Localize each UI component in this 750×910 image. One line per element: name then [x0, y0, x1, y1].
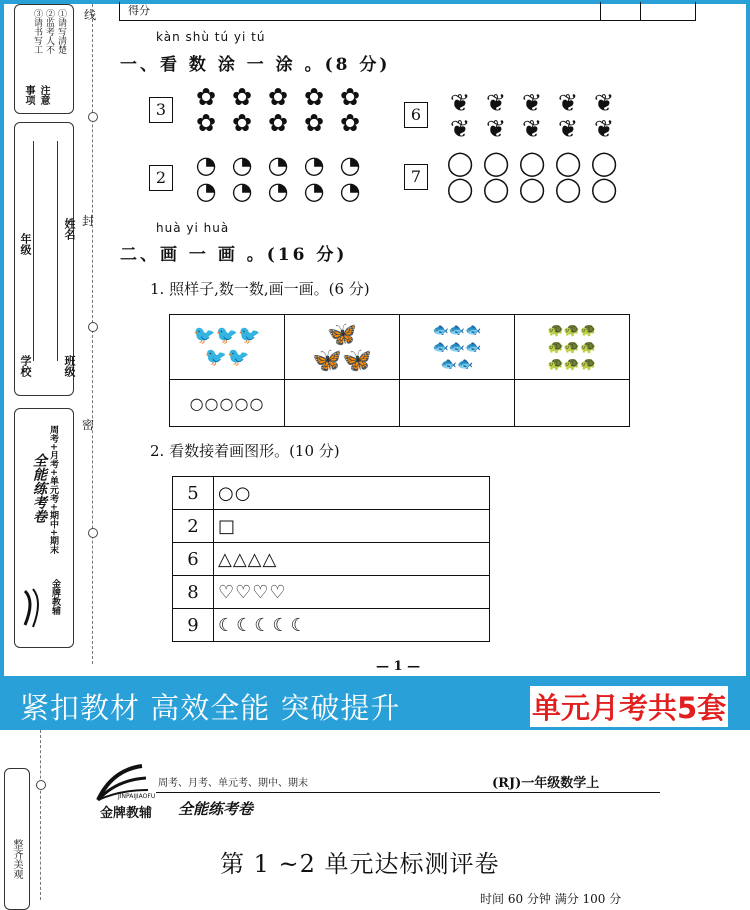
page2-logo: 金牌教辅: [100, 806, 153, 821]
q1-cell-turtles: 🐢🐢🐢 🐢🐢🐢 🐢🐢🐢: [515, 315, 630, 380]
q1-cell-fish: 🐟🐟🐟 🐟🐟🐟 🐟🐟: [400, 315, 515, 380]
leaf-icon: ❦: [521, 89, 543, 117]
peach-icon: ◔: [231, 151, 253, 179]
grade-label: 年级: [19, 233, 32, 255]
leaf-group: [442, 90, 627, 142]
leaf-icon: ❦: [449, 89, 471, 117]
score-label: 得分: [128, 4, 150, 17]
brand-box: [14, 408, 74, 648]
q2-table: [172, 476, 490, 642]
leaf-icon: ❦: [557, 115, 579, 143]
q2-number: 6: [173, 543, 214, 576]
note-3: ③请书写工: [32, 9, 42, 54]
apple-group: [442, 150, 627, 202]
peach-icon: ◔: [195, 151, 217, 179]
flower-icon: ✿: [339, 109, 361, 137]
banner-slogan: 紧扣教材 高效全能 突破提升: [20, 691, 401, 725]
punch-hole: [88, 322, 98, 332]
q1-table: [169, 314, 630, 427]
flower-icon: ✿: [195, 83, 217, 111]
book-logo-icon: [21, 587, 49, 629]
q1-answer-turtles[interactable]: [515, 380, 630, 427]
apple-icon: ◯: [446, 149, 474, 177]
punch-hole: [36, 780, 46, 790]
q1-answer-fish[interactable]: [400, 380, 515, 427]
q2-number: 8: [173, 576, 214, 609]
peach-group: [188, 152, 373, 204]
leaf-icon: ❦: [449, 115, 471, 143]
page2-side-text: 整齐美观: [11, 839, 22, 879]
school-label: 学校: [19, 355, 32, 377]
table-row: [173, 576, 490, 609]
q1-answer-example: ○○○○○: [170, 380, 285, 427]
apple-icon: ◯: [554, 149, 582, 177]
flower-icon: ✿: [267, 83, 289, 111]
page2-logo-en: JINPAIJIAOFU: [118, 793, 156, 800]
table-row: [170, 315, 630, 380]
binding-line: [92, 4, 93, 664]
name-label: 姓名: [63, 218, 76, 240]
q2-number: 9: [173, 609, 214, 642]
flower-icon: ✿: [339, 83, 361, 111]
count-box: 6: [404, 102, 428, 128]
page2-book-title: 全能练考卷: [178, 800, 254, 818]
section1-pinyin: kàn shù tú yi tú: [156, 30, 266, 44]
section2-title: 二、画 一 画 。(16 分): [120, 245, 348, 265]
flower-icon: ✿: [195, 109, 217, 137]
leaf-icon: ❦: [593, 115, 615, 143]
q2-shapes[interactable]: □: [214, 510, 490, 543]
flower-icon: ✿: [267, 109, 289, 137]
q1-cell-butterflies: 🦋 🦋🦋: [285, 315, 400, 380]
apple-icon: ◯: [482, 149, 510, 177]
leaf-icon: ❦: [485, 115, 507, 143]
time-info: 时间 60 分钟 满分 100 分: [480, 892, 622, 906]
apple-icon: ◯: [446, 175, 474, 203]
student-info-box: [14, 122, 74, 396]
notes-label: 注意事项: [23, 85, 49, 105]
peach-icon: ◔: [339, 151, 361, 179]
page2-course: (RJ)一年级数学上: [492, 776, 600, 791]
peach-icon: ◔: [231, 177, 253, 205]
section2-pinyin: huà yi huà: [156, 221, 230, 235]
count-box: 2: [149, 165, 173, 191]
binding-sidebar: [10, 4, 78, 664]
peach-icon: ◔: [195, 177, 217, 205]
score-strip: [119, 2, 696, 21]
class-label: 班级: [63, 355, 76, 377]
q1-answer-butterflies[interactable]: [285, 380, 400, 427]
punch-hole: [88, 528, 98, 538]
exam-page-2: [0, 730, 750, 906]
apple-icon: ◯: [518, 149, 546, 177]
peach-icon: ◔: [267, 151, 289, 179]
flower-icon: ✿: [303, 83, 325, 111]
apple-icon: ◯: [590, 175, 618, 203]
table-row: [173, 609, 490, 642]
table-row: [170, 380, 630, 427]
flower-icon: ✿: [231, 83, 253, 111]
secret-label: 密: [82, 418, 95, 432]
q1-title: 1. 照样子,数一数,画一画。(6 分): [150, 280, 370, 298]
q2-shapes[interactable]: △△△△: [214, 543, 490, 576]
peach-icon: ◔: [303, 177, 325, 205]
page2-tagline: 周考、月考、单元考、期中、期末: [158, 778, 308, 789]
q2-number: 5: [173, 477, 214, 510]
notes-box: [14, 4, 74, 114]
promo-banner: [0, 680, 750, 730]
flower-group: [188, 84, 373, 136]
apple-icon: ◯: [554, 175, 582, 203]
banner-highlight: 单元月考共5套: [530, 686, 728, 727]
peach-icon: ◔: [303, 151, 325, 179]
exam-title: 第 1 ~2 单元达标测评卷: [220, 850, 500, 878]
seal-label: 封: [82, 214, 95, 228]
table-row: [173, 477, 490, 510]
line-label: 线: [84, 8, 97, 22]
flower-icon: ✿: [231, 109, 253, 137]
page2-sidebar-box: [4, 768, 30, 910]
peach-icon: ◔: [339, 177, 361, 205]
leaf-icon: ❦: [521, 115, 543, 143]
brand-logo: 金牌教辅: [50, 579, 60, 615]
brand-tagline: 周考+月考+单元考+期中+期末: [48, 425, 58, 555]
leaf-icon: ❦: [593, 89, 615, 117]
leaf-icon: ❦: [485, 89, 507, 117]
flower-icon: ✿: [303, 109, 325, 137]
page2-header-rule: [156, 792, 660, 793]
brand-title: 全能练考卷: [31, 453, 47, 523]
peach-icon: ◔: [267, 177, 289, 205]
q1-cell-birds: 🐦🐦🐦 🐦🐦: [170, 315, 285, 380]
q2-number: 2: [173, 510, 214, 543]
table-row: [173, 543, 490, 576]
table-row: [173, 510, 490, 543]
page-number: — 1 —: [376, 659, 421, 674]
count-box: 7: [404, 164, 428, 190]
apple-icon: ◯: [518, 175, 546, 203]
note-2: ②监考人不: [44, 9, 54, 54]
punch-hole: [88, 112, 98, 122]
q2-shapes[interactable]: ♡♡♡♡: [214, 576, 490, 609]
q2-shapes[interactable]: ○○: [214, 477, 490, 510]
apple-icon: ◯: [482, 175, 510, 203]
leaf-icon: ❦: [557, 89, 579, 117]
section1-title: 一、看 数 涂 一 涂 。(8 分): [120, 55, 391, 75]
apple-icon: ◯: [590, 149, 618, 177]
count-box: 3: [149, 97, 173, 123]
q2-title: 2. 看数接着画图形。(10 分): [150, 442, 340, 460]
page2-binding-line: [40, 730, 41, 900]
note-1: ①请写清楚: [56, 9, 66, 54]
q2-shapes[interactable]: ☾☾☾☾☾: [214, 609, 490, 642]
